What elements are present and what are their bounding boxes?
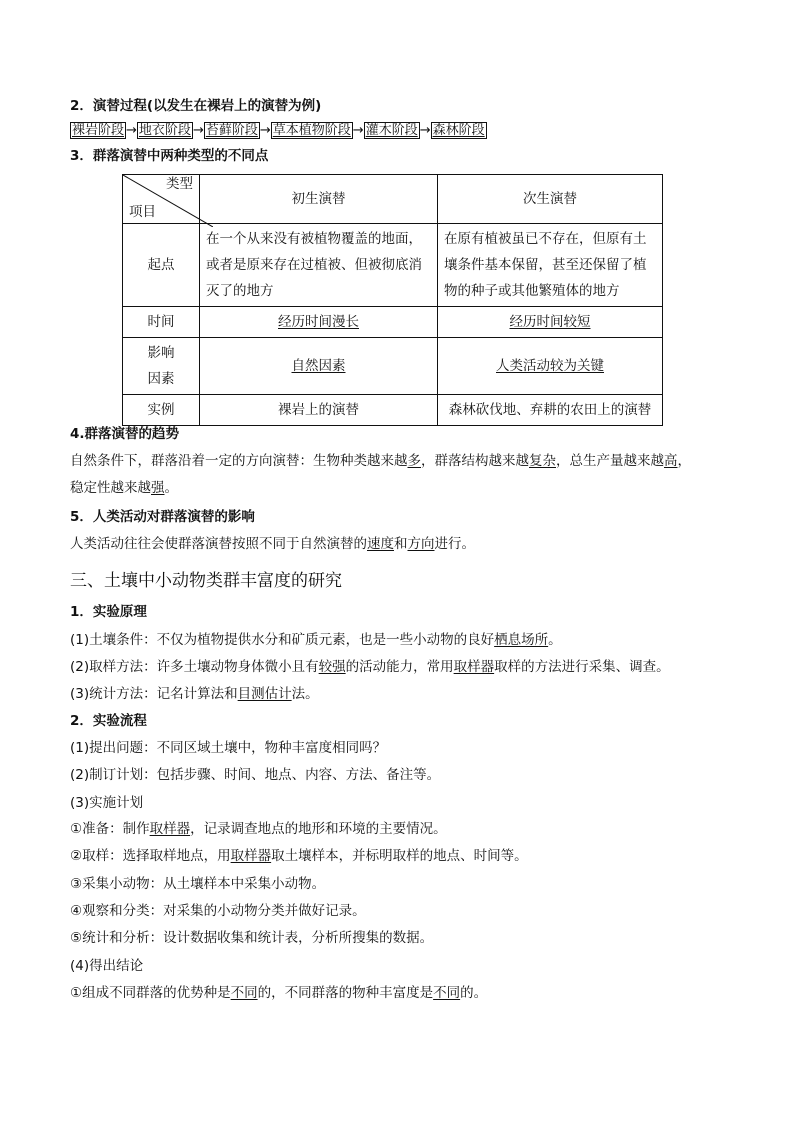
row-label-line: 因素 [147,371,175,387]
section-2-heading: 2．演替过程(以发生在裸岩上的演替为例) [70,98,322,114]
row-label-line: 影响 [147,345,175,361]
conclusion-1: ①组成不同群落的优势种是不同的，不同群落的物种丰富度是不同的。 [70,985,488,1001]
human-impact-paragraph: 人类活动往往会使群落演替按照不同于自然演替的速度和方向进行。 [70,536,475,552]
answer-direction: 方向 [407,536,435,552]
arrow: → [419,123,431,138]
step-1: ①准备：制作取样器，记录调查地点的地形和环境的主要情况。 [70,821,447,837]
col-secondary-header: 次生演替 [438,175,663,224]
stage-2: 地衣阶段 [138,123,191,138]
section-4-heading: 4.群落演替的趋势 [70,426,180,442]
table-cell [438,224,663,307]
part-3-title: 三、土壤中小动物类群丰富度的研究 [70,571,342,591]
answer-strong-activity: 较强 [318,659,346,675]
corner-type-label: 类型 [166,176,193,192]
arrow: → [352,123,364,138]
table-cell [438,338,663,395]
table-row [123,224,663,307]
cell-answer: 经历时间漫长 [278,314,359,330]
row-label: 实例 [123,395,200,426]
trend-paragraph-line-2: 稳定性越来越强。 [70,480,178,496]
trend-paragraph-line-1: 自然条件下，群落沿着一定的方向演替：生物种类越来越多，群落结构越来越复杂，总生产量越来越高， [70,453,691,469]
cell-answer: 自然因素 [291,358,346,374]
answer-habitat: 栖息场所 [494,632,549,648]
succession-stages [70,121,487,141]
col-primary-header: 初生演替 [200,175,438,224]
table-cell [438,307,663,338]
arrow: → [126,123,137,138]
cell-line: 物的种子或其他繁殖体的地方 [444,283,620,299]
step-4: ④观察和分类：对采集的小动物分类并做好记录。 [70,903,366,919]
table-cell [200,224,438,307]
stage-4: 草本植物阶段 [272,123,351,138]
stage-1: 裸岩阶段 [72,123,125,138]
stage-6: 森林阶段 [432,123,485,138]
answer-sampler: 取样器 [230,848,272,864]
arrow: → [259,123,271,138]
procedure-line-1: (1)提出问题：不同区域土壤中，物种丰富度相同吗？ [70,740,387,756]
step-2: ②取样：选择取样地点，用取样器取土壤样本，并标明取样的地点、时间等。 [70,848,528,864]
table-row [123,395,663,426]
table-cell: 裸岩上的演替 [200,395,438,426]
stage-3: 苔藓阶段 [205,123,258,138]
table-cell: 森林砍伐地、弃耕的农田上的演替 [438,395,663,426]
procedure-line-2: (2)制订计划：包括步骤、时间、地点、内容、方法、备注等。 [70,767,441,783]
corner-item-label: 项目 [129,204,156,220]
answer-different: 不同 [433,985,461,1001]
row-label: 时间 [123,307,200,338]
principle-line-1: (1)土壤条件：不仅为植物提供水分和矿质元素，也是一些小动物的良好栖息场所。 [70,632,562,648]
procedure-line-4: (4)得出结论 [70,958,144,974]
cell-answer: 人类活动较为关键 [496,358,604,374]
row-label [123,338,200,395]
stage-5: 灌木阶段 [365,123,418,138]
answer-strong: 强 [151,480,165,496]
table-row [123,338,663,395]
principle-line-2: (2)取样方法：许多土壤动物身体微小且有较强的活动能力，常用取样器取样的方法进行采集、调查。 [70,659,670,675]
cell-line: 或者是原来存在过植被、但被彻底消 [206,257,422,273]
procedure-heading: 2．实验流程 [70,713,147,729]
table-row [123,307,663,338]
row-label: 起点 [123,224,200,307]
answer-visual-estimate: 目测估计 [237,686,292,702]
answer-speed: 速度 [367,536,394,552]
procedure-line-3: (3)实施计划 [70,795,144,811]
step-5: ⑤统计和分析：设计数据收集和统计表，分析所搜集的数据。 [70,930,434,946]
answer-different: 不同 [230,985,258,1001]
cell-line: 在原有植被虽已不存在，但原有土 [444,231,647,247]
arrow: → [192,123,204,138]
answer-more: 多 [407,453,421,469]
step-3: ③采集小动物：从土壤样本中采集小动物。 [70,876,326,892]
section-3-heading: 3．群落演替中两种类型的不同点 [70,148,269,164]
corner-cell [123,175,200,224]
principle-heading: 1．实验原理 [70,604,147,620]
table-header-row [123,175,663,224]
answer-sampler: 取样器 [453,659,495,675]
table-cell [200,307,438,338]
cell-line: 在一个从来没有被植物覆盖的地面， [206,231,422,247]
table-cell [200,338,438,395]
answer-high: 高 [664,453,678,469]
section-5-heading: 5．人类活动对群落演替的影响 [70,509,255,525]
cell-line: 壤条件基本保留，甚至还保留了植 [444,257,647,273]
principle-line-3: (3)统计方法：记名计算法和目测估计法。 [70,686,319,702]
comparison-table [122,174,663,426]
answer-complex: 复杂 [529,453,556,469]
cell-line: 灭了的地方 [206,283,274,299]
cell-answer: 经历时间较短 [509,314,591,330]
answer-sampler: 取样器 [149,821,191,837]
